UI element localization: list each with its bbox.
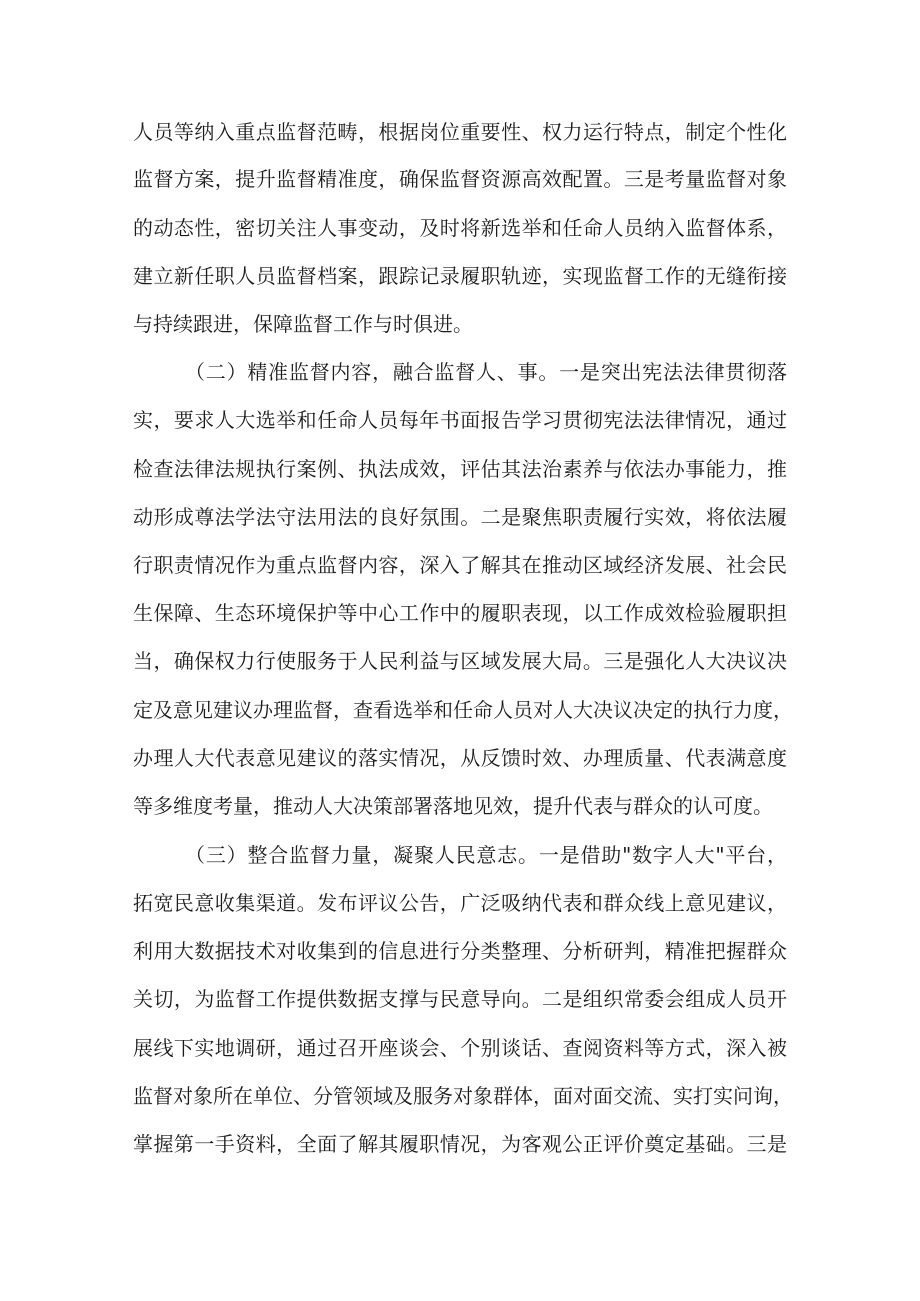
- text-line: 与持续跟进，保障监督工作与时俱进。: [133, 312, 473, 336]
- text-line: 建立新任职人员监督档案，跟踪记录履职轨迹，实现监督工作的无缝衔接: [133, 264, 787, 288]
- text-line: 动形成尊法学法守法用法的良好氛围。二是聚焦职责履行实效，将依法履: [133, 505, 787, 529]
- text-line: 行职责情况作为重点监督内容，深入了解其在推动区域经济发展、社会民: [133, 553, 787, 577]
- text-line: 拓宽民意收集渠道。发布评议公告，广泛吸纳代表和群众线上意见建议，: [133, 891, 787, 915]
- section-heading-line: （三）整合监督力量，凝聚人民意志。一是借助"数字人大"平台，: [185, 843, 787, 867]
- text-line: 人员等纳入重点监督范畴，根据岗位重要性、权力运行特点，制定个性化: [133, 120, 787, 144]
- text-line: 监督对象所在单位、分管领域及服务对象群体，面对面交流、实打实问询，: [133, 1084, 793, 1108]
- text-line: 监督方案，提升监督精准度，确保监督资源高效配置。三是考量监督对象: [133, 167, 787, 191]
- text-line: 生保障、生态环境保护等中心工作中的履职表现，以工作成效检验履职担: [133, 601, 787, 625]
- text-line: 等多维度考量，推动人大决策部署落地见效，提升代表与群众的认可度。: [133, 794, 773, 818]
- text-line: 实，要求人大选举和任命人员每年书面报告学习贯彻宪法法律情况，通过: [133, 408, 787, 432]
- text-line: 当，确保权力行使服务于人民利益与区域发展大局。三是强化人大决议决: [133, 649, 787, 673]
- text-line: 关切，为监督工作提供数据支撑与民意导向。二是组织常委会组成人员开: [133, 987, 787, 1011]
- text-line: 的动态性，密切关注人事变动，及时将新选举和任命人员纳入监督体系，: [133, 216, 787, 240]
- text-line: 办理人大代表意见建议的落实情况，从反馈时效、办理质量、代表满意度: [133, 746, 787, 770]
- text-line: 定及意见建议办理监督，查看选举和任命人员对人大决议决定的执行力度，: [133, 698, 793, 722]
- section-heading-line: （二）精准监督内容，融合监督人、事。一是突出宪法法律贯彻落: [185, 360, 787, 384]
- text-line: 展线下实地调研，通过召开座谈会、个别谈话、查阅资料等方式，深入被: [133, 1036, 787, 1060]
- text-line: 利用大数据技术对收集到的信息进行分类整理、分析研判，精准把握群众: [133, 939, 787, 963]
- text-line: 掌握第一手资料，全面了解其履职情况，为客观公正评价奠定基础。三是: [133, 1132, 787, 1156]
- text-line: 检查法律法规执行案例、执法成效，评估其法治素养与依法办事能力，推: [133, 457, 787, 481]
